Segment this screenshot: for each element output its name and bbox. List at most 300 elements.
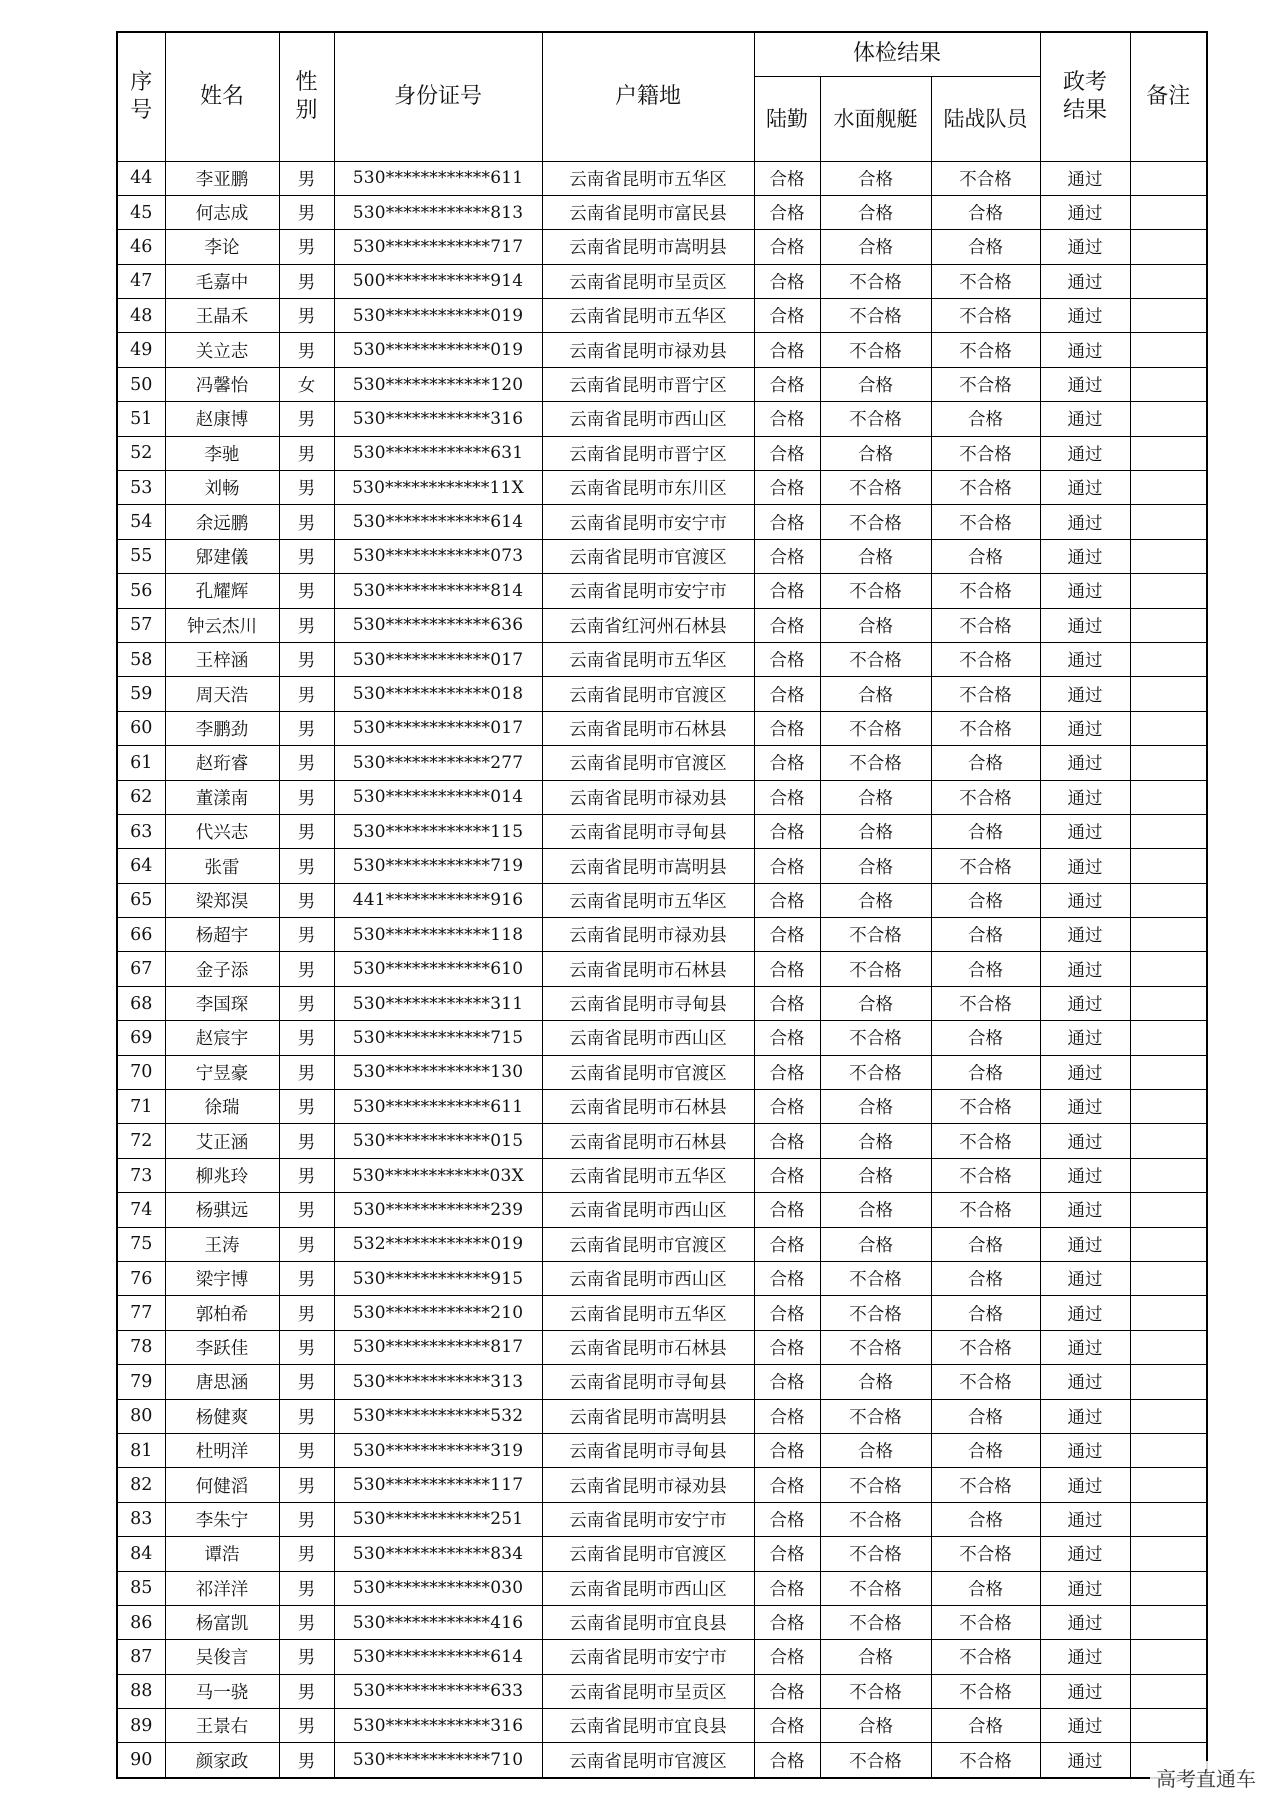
remark-cell <box>1130 1365 1207 1399</box>
name-cell: 吴俊言 <box>165 1640 279 1674</box>
id-number-cell: 530************018 <box>334 677 542 711</box>
exam-surface-ship-cell: 不合格 <box>820 333 931 367</box>
gender-cell: 男 <box>279 471 334 505</box>
political-cell: 通过 <box>1040 1090 1130 1124</box>
political-cell: 通过 <box>1040 230 1130 264</box>
gender-cell: 男 <box>279 1468 334 1502</box>
hometown-cell: 云南省昆明市官渡区 <box>542 1227 754 1261</box>
id-number-cell: 530************316 <box>334 1709 542 1743</box>
id-number-cell: 530************017 <box>334 711 542 745</box>
gender-cell: 男 <box>279 574 334 608</box>
hometown-cell: 云南省昆明市嵩明县 <box>542 1399 754 1433</box>
name-cell: 王景右 <box>165 1709 279 1743</box>
exam-marine-cell: 合格 <box>931 195 1040 229</box>
political-cell: 通过 <box>1040 711 1130 745</box>
exam-marine-cell: 合格 <box>931 1502 1040 1536</box>
exam-surface-ship-cell: 不合格 <box>820 1571 931 1605</box>
name-cell: 王晶禾 <box>165 299 279 333</box>
remark-cell <box>1130 952 1207 986</box>
political-cell: 通过 <box>1040 986 1130 1020</box>
political-cell: 通过 <box>1040 1399 1130 1433</box>
gender-cell: 男 <box>279 883 334 917</box>
political-cell: 通过 <box>1040 642 1130 676</box>
remark-cell <box>1130 436 1207 470</box>
exam-land-cell: 合格 <box>754 1193 820 1227</box>
exam-land-cell: 合格 <box>754 1674 820 1708</box>
exam-land-cell: 合格 <box>754 952 820 986</box>
exam-surface-ship-cell: 不合格 <box>820 1296 931 1330</box>
gender-cell: 男 <box>279 333 334 367</box>
political-cell: 通过 <box>1040 402 1130 436</box>
name-cell: 李亚鹏 <box>165 161 279 195</box>
exam-marine-cell: 不合格 <box>931 1124 1040 1158</box>
political-cell: 通过 <box>1040 1433 1130 1467</box>
exam-marine-cell: 不合格 <box>931 436 1040 470</box>
gender-cell: 男 <box>279 1193 334 1227</box>
exam-marine-cell: 不合格 <box>931 1468 1040 1502</box>
remark-cell <box>1130 1399 1207 1433</box>
hometown-cell: 云南省昆明市西山区 <box>542 1193 754 1227</box>
remark-cell <box>1130 986 1207 1020</box>
exam-marine-cell: 合格 <box>931 1055 1040 1089</box>
table-row <box>117 333 1207 367</box>
table-row <box>117 642 1207 676</box>
seq-cell: 49 <box>117 333 165 367</box>
table-row <box>117 746 1207 780</box>
remark-cell <box>1130 918 1207 952</box>
table-row <box>117 1433 1207 1467</box>
name-cell: 何健滔 <box>165 1468 279 1502</box>
political-cell: 通过 <box>1040 883 1130 917</box>
header-name: 姓名 <box>165 32 279 161</box>
exam-surface-ship-cell: 合格 <box>820 986 931 1020</box>
hometown-cell: 云南省昆明市西山区 <box>542 1021 754 1055</box>
gender-cell: 男 <box>279 1124 334 1158</box>
hometown-cell: 云南省昆明市安宁市 <box>542 1502 754 1536</box>
name-cell: 何志成 <box>165 195 279 229</box>
political-cell: 通过 <box>1040 608 1130 642</box>
seq-cell: 69 <box>117 1021 165 1055</box>
political-cell: 通过 <box>1040 299 1130 333</box>
remark-cell <box>1130 1605 1207 1639</box>
political-cell: 通过 <box>1040 814 1130 848</box>
remark-cell <box>1130 814 1207 848</box>
exam-land-cell: 合格 <box>754 1055 820 1089</box>
remark-cell <box>1130 711 1207 745</box>
id-number-cell: 530************813 <box>334 195 542 229</box>
gender-cell: 男 <box>279 780 334 814</box>
seq-cell: 46 <box>117 230 165 264</box>
exam-marine-cell: 合格 <box>931 746 1040 780</box>
gender-cell: 男 <box>279 195 334 229</box>
exam-land-cell: 合格 <box>754 1365 820 1399</box>
gender-cell: 男 <box>279 1399 334 1433</box>
remark-cell <box>1130 746 1207 780</box>
exam-surface-ship-cell: 不合格 <box>820 1537 931 1571</box>
id-number-cell: 530************532 <box>334 1399 542 1433</box>
table-row <box>117 1193 1207 1227</box>
seq-cell: 53 <box>117 471 165 505</box>
exam-land-cell: 合格 <box>754 746 820 780</box>
name-cell: 李跃佳 <box>165 1330 279 1364</box>
political-cell: 通过 <box>1040 505 1130 539</box>
id-number-cell: 530************611 <box>334 1090 542 1124</box>
table-row <box>117 608 1207 642</box>
seq-cell: 63 <box>117 814 165 848</box>
exam-surface-ship-cell: 合格 <box>820 539 931 573</box>
remark-cell <box>1130 1433 1207 1467</box>
seq-cell: 67 <box>117 952 165 986</box>
remark-cell <box>1130 1640 1207 1674</box>
seq-cell: 71 <box>117 1090 165 1124</box>
exam-land-cell: 合格 <box>754 264 820 298</box>
remark-cell <box>1130 1468 1207 1502</box>
political-cell: 通过 <box>1040 1330 1130 1364</box>
name-cell: 梁宇博 <box>165 1262 279 1296</box>
remark-cell <box>1130 883 1207 917</box>
seq-cell: 45 <box>117 195 165 229</box>
exam-surface-ship-cell: 不合格 <box>820 1021 931 1055</box>
gender-cell: 男 <box>279 161 334 195</box>
gender-cell: 男 <box>279 952 334 986</box>
exam-surface-ship-cell: 合格 <box>820 814 931 848</box>
id-number-cell: 530************611 <box>334 161 542 195</box>
name-cell: 金子添 <box>165 952 279 986</box>
remark-cell <box>1130 1537 1207 1571</box>
table-row <box>117 677 1207 711</box>
name-cell: 杨超宇 <box>165 918 279 952</box>
exam-marine-cell: 不合格 <box>931 1330 1040 1364</box>
table-row <box>117 1709 1207 1743</box>
exam-land-cell: 合格 <box>754 849 820 883</box>
seq-cell: 60 <box>117 711 165 745</box>
hometown-cell: 云南省昆明市嵩明县 <box>542 849 754 883</box>
name-cell: 赵康博 <box>165 402 279 436</box>
exam-marine-cell: 合格 <box>931 1399 1040 1433</box>
table-row <box>117 195 1207 229</box>
exam-land-cell: 合格 <box>754 1468 820 1502</box>
header-remark: 备注 <box>1130 32 1207 161</box>
exam-surface-ship-cell: 合格 <box>820 883 931 917</box>
seq-cell: 57 <box>117 608 165 642</box>
exam-marine-cell: 不合格 <box>931 1640 1040 1674</box>
table-row <box>117 1055 1207 1089</box>
exam-land-cell: 合格 <box>754 1296 820 1330</box>
seq-cell: 87 <box>117 1640 165 1674</box>
header-exam-group: 体检结果 <box>754 32 1040 76</box>
id-number-cell: 530************316 <box>334 402 542 436</box>
name-cell: 颜家政 <box>165 1743 279 1778</box>
exam-marine-cell: 合格 <box>931 952 1040 986</box>
id-number-cell: 530************610 <box>334 952 542 986</box>
gender-cell: 男 <box>279 1227 334 1261</box>
exam-marine-cell: 不合格 <box>931 1743 1040 1778</box>
id-number-cell: 530************015 <box>334 1124 542 1158</box>
political-cell: 通过 <box>1040 1537 1130 1571</box>
exam-marine-cell: 合格 <box>931 1262 1040 1296</box>
exam-land-cell: 合格 <box>754 1433 820 1467</box>
table-row <box>117 1021 1207 1055</box>
remark-cell <box>1130 333 1207 367</box>
seq-cell: 61 <box>117 746 165 780</box>
gender-cell: 男 <box>279 1055 334 1089</box>
remark-cell <box>1130 1158 1207 1192</box>
remark-cell <box>1130 1055 1207 1089</box>
exam-land-cell: 合格 <box>754 1571 820 1605</box>
seq-cell: 68 <box>117 986 165 1020</box>
exam-surface-ship-cell: 不合格 <box>820 1330 931 1364</box>
hometown-cell: 云南省昆明市官渡区 <box>542 677 754 711</box>
remark-cell <box>1130 1021 1207 1055</box>
name-cell: 周天浩 <box>165 677 279 711</box>
exam-surface-ship-cell: 不合格 <box>820 1468 931 1502</box>
seq-cell: 80 <box>117 1399 165 1433</box>
seq-cell: 50 <box>117 367 165 401</box>
exam-surface-ship-cell: 不合格 <box>820 1399 931 1433</box>
remark-cell <box>1130 1296 1207 1330</box>
remark-cell <box>1130 1262 1207 1296</box>
exam-surface-ship-cell: 合格 <box>820 436 931 470</box>
gender-cell: 男 <box>279 1433 334 1467</box>
exam-surface-ship-cell: 合格 <box>820 1640 931 1674</box>
exam-marine-cell: 不合格 <box>931 1674 1040 1708</box>
political-cell: 通过 <box>1040 333 1130 367</box>
exam-surface-ship-cell: 不合格 <box>820 299 931 333</box>
table-row <box>117 1158 1207 1192</box>
remark-cell <box>1130 849 1207 883</box>
exam-marine-cell: 不合格 <box>931 264 1040 298</box>
exam-land-cell: 合格 <box>754 642 820 676</box>
exam-surface-ship-cell: 合格 <box>820 161 931 195</box>
exam-surface-ship-cell: 不合格 <box>820 1502 931 1536</box>
table-row <box>117 505 1207 539</box>
remark-cell <box>1130 230 1207 264</box>
remark-cell <box>1130 1502 1207 1536</box>
exam-marine-cell: 不合格 <box>931 642 1040 676</box>
exam-marine-cell: 不合格 <box>931 780 1040 814</box>
id-number-cell: 530************817 <box>334 1330 542 1364</box>
exam-land-cell: 合格 <box>754 299 820 333</box>
political-cell: 通过 <box>1040 367 1130 401</box>
exam-marine-cell: 不合格 <box>931 161 1040 195</box>
header-gender: 性 别 <box>279 32 334 161</box>
political-cell: 通过 <box>1040 1605 1130 1639</box>
id-number-cell: 530************11X <box>334 471 542 505</box>
hometown-cell: 云南省昆明市寻甸县 <box>542 814 754 848</box>
hometown-cell: 云南省昆明市寻甸县 <box>542 1433 754 1467</box>
exam-surface-ship-cell: 不合格 <box>820 574 931 608</box>
seq-cell: 84 <box>117 1537 165 1571</box>
table-row <box>117 230 1207 264</box>
gender-cell: 男 <box>279 1296 334 1330</box>
table-row <box>117 574 1207 608</box>
watermark: 高考直通车 <box>1150 1761 1262 1794</box>
exam-land-cell: 合格 <box>754 1605 820 1639</box>
table-row <box>117 1296 1207 1330</box>
id-number-cell: 530************130 <box>334 1055 542 1089</box>
id-number-cell: 530************118 <box>334 918 542 952</box>
gender-cell: 男 <box>279 1502 334 1536</box>
remark-cell <box>1130 677 1207 711</box>
id-number-cell: 530************239 <box>334 1193 542 1227</box>
id-number-cell: 530************073 <box>334 539 542 573</box>
seq-cell: 48 <box>117 299 165 333</box>
gender-cell: 女 <box>279 367 334 401</box>
exam-marine-cell: 合格 <box>931 1227 1040 1261</box>
id-number-cell: 530************814 <box>334 574 542 608</box>
exam-surface-ship-cell: 合格 <box>820 780 931 814</box>
exam-land-cell: 合格 <box>754 1640 820 1674</box>
remark-cell <box>1130 780 1207 814</box>
name-cell: 李论 <box>165 230 279 264</box>
gender-cell: 男 <box>279 1709 334 1743</box>
gender-cell: 男 <box>279 299 334 333</box>
seq-cell: 55 <box>117 539 165 573</box>
exam-land-cell: 合格 <box>754 780 820 814</box>
gender-cell: 男 <box>279 1674 334 1708</box>
id-number-cell: 530************719 <box>334 849 542 883</box>
exam-marine-cell: 不合格 <box>931 299 1040 333</box>
seq-cell: 72 <box>117 1124 165 1158</box>
gender-cell: 男 <box>279 264 334 298</box>
remark-cell <box>1130 1330 1207 1364</box>
exam-land-cell: 合格 <box>754 986 820 1020</box>
exam-marine-cell: 合格 <box>931 814 1040 848</box>
name-cell: 钟云杰川 <box>165 608 279 642</box>
exam-marine-cell: 合格 <box>931 1571 1040 1605</box>
id-number-cell: 530************115 <box>334 814 542 848</box>
table-row <box>117 1090 1207 1124</box>
seq-cell: 70 <box>117 1055 165 1089</box>
remark-cell <box>1130 642 1207 676</box>
name-cell: 马一骁 <box>165 1674 279 1708</box>
id-number-cell: 530************631 <box>334 436 542 470</box>
political-cell: 通过 <box>1040 780 1130 814</box>
table-row <box>117 711 1207 745</box>
table-row <box>117 1674 1207 1708</box>
exam-surface-ship-cell: 不合格 <box>820 1743 931 1778</box>
seq-cell: 59 <box>117 677 165 711</box>
exam-surface-ship-cell: 不合格 <box>820 1605 931 1639</box>
name-cell: 艾正涵 <box>165 1124 279 1158</box>
hometown-cell: 云南省昆明市寻甸县 <box>542 1365 754 1399</box>
exam-land-cell: 合格 <box>754 367 820 401</box>
exam-surface-ship-cell: 不合格 <box>820 264 931 298</box>
seq-cell: 66 <box>117 918 165 952</box>
name-cell: 李朱宁 <box>165 1502 279 1536</box>
seq-cell: 76 <box>117 1262 165 1296</box>
exam-land-cell: 合格 <box>754 436 820 470</box>
id-number-cell: 530************633 <box>334 1674 542 1708</box>
name-cell: 宁昱豪 <box>165 1055 279 1089</box>
table-row <box>117 436 1207 470</box>
name-cell: 赵珩睿 <box>165 746 279 780</box>
id-number-cell: 530************313 <box>334 1365 542 1399</box>
exam-marine-cell: 合格 <box>931 1709 1040 1743</box>
table-row <box>117 1365 1207 1399</box>
exam-marine-cell: 合格 <box>931 539 1040 573</box>
id-number-cell: 530************319 <box>334 1433 542 1467</box>
gender-cell: 男 <box>279 849 334 883</box>
id-number-cell: 530************117 <box>334 1468 542 1502</box>
exam-surface-ship-cell: 合格 <box>820 1124 931 1158</box>
hometown-cell: 云南省昆明市石林县 <box>542 1090 754 1124</box>
exam-surface-ship-cell: 不合格 <box>820 1674 931 1708</box>
table-row <box>117 986 1207 1020</box>
remark-cell <box>1130 264 1207 298</box>
table-row <box>117 1571 1207 1605</box>
exam-marine-cell: 合格 <box>931 883 1040 917</box>
exam-land-cell: 合格 <box>754 195 820 229</box>
name-cell: 余远鹏 <box>165 505 279 539</box>
name-cell: 杨骐远 <box>165 1193 279 1227</box>
exam-surface-ship-cell: 合格 <box>820 367 931 401</box>
id-number-cell: 530************416 <box>334 1605 542 1639</box>
seq-cell: 83 <box>117 1502 165 1536</box>
political-cell: 通过 <box>1040 471 1130 505</box>
political-cell: 通过 <box>1040 1227 1130 1261</box>
table-row <box>117 299 1207 333</box>
header-exam-surface-ship: 水面舰艇 <box>820 76 931 161</box>
header-seq: 序 号 <box>117 32 165 161</box>
hometown-cell: 云南省昆明市石林县 <box>542 711 754 745</box>
exam-marine-cell: 不合格 <box>931 574 1040 608</box>
table-row <box>117 402 1207 436</box>
id-number-cell: 530************614 <box>334 1640 542 1674</box>
exam-land-cell: 合格 <box>754 814 820 848</box>
hometown-cell: 云南省昆明市呈贡区 <box>542 1674 754 1708</box>
exam-marine-cell: 不合格 <box>931 849 1040 883</box>
remark-cell <box>1130 539 1207 573</box>
exam-land-cell: 合格 <box>754 1090 820 1124</box>
political-cell: 通过 <box>1040 1468 1130 1502</box>
id-number-cell: 530************019 <box>334 333 542 367</box>
remark-cell <box>1130 574 1207 608</box>
exam-surface-ship-cell: 不合格 <box>820 642 931 676</box>
hometown-cell: 云南省昆明市晋宁区 <box>542 436 754 470</box>
hometown-cell: 云南省昆明市宜良县 <box>542 1709 754 1743</box>
name-cell: 祁洋洋 <box>165 1571 279 1605</box>
gender-cell: 男 <box>279 986 334 1020</box>
exam-marine-cell: 合格 <box>931 1433 1040 1467</box>
exam-surface-ship-cell: 不合格 <box>820 952 931 986</box>
table-row <box>117 1227 1207 1261</box>
seq-cell: 88 <box>117 1674 165 1708</box>
table-row <box>117 1537 1207 1571</box>
exam-land-cell: 合格 <box>754 1158 820 1192</box>
name-cell: 杜明洋 <box>165 1433 279 1467</box>
political-cell: 通过 <box>1040 574 1130 608</box>
hometown-cell: 云南省昆明市安宁市 <box>542 1640 754 1674</box>
hometown-cell: 云南省昆明市五华区 <box>542 161 754 195</box>
gender-cell: 男 <box>279 402 334 436</box>
exam-marine-cell: 不合格 <box>931 1537 1040 1571</box>
id-number-cell: 530************210 <box>334 1296 542 1330</box>
seq-cell: 62 <box>117 780 165 814</box>
hometown-cell: 云南省昆明市官渡区 <box>542 746 754 780</box>
exam-marine-cell: 合格 <box>931 1296 1040 1330</box>
id-number-cell: 530************915 <box>334 1262 542 1296</box>
remark-cell <box>1130 161 1207 195</box>
political-cell: 通过 <box>1040 1365 1130 1399</box>
exam-marine-cell: 不合格 <box>931 1605 1040 1639</box>
exam-marine-cell: 合格 <box>931 918 1040 952</box>
seq-cell: 58 <box>117 642 165 676</box>
table-row <box>117 849 1207 883</box>
gender-cell: 男 <box>279 1537 334 1571</box>
id-number-cell: 500************914 <box>334 264 542 298</box>
political-cell: 通过 <box>1040 746 1130 780</box>
